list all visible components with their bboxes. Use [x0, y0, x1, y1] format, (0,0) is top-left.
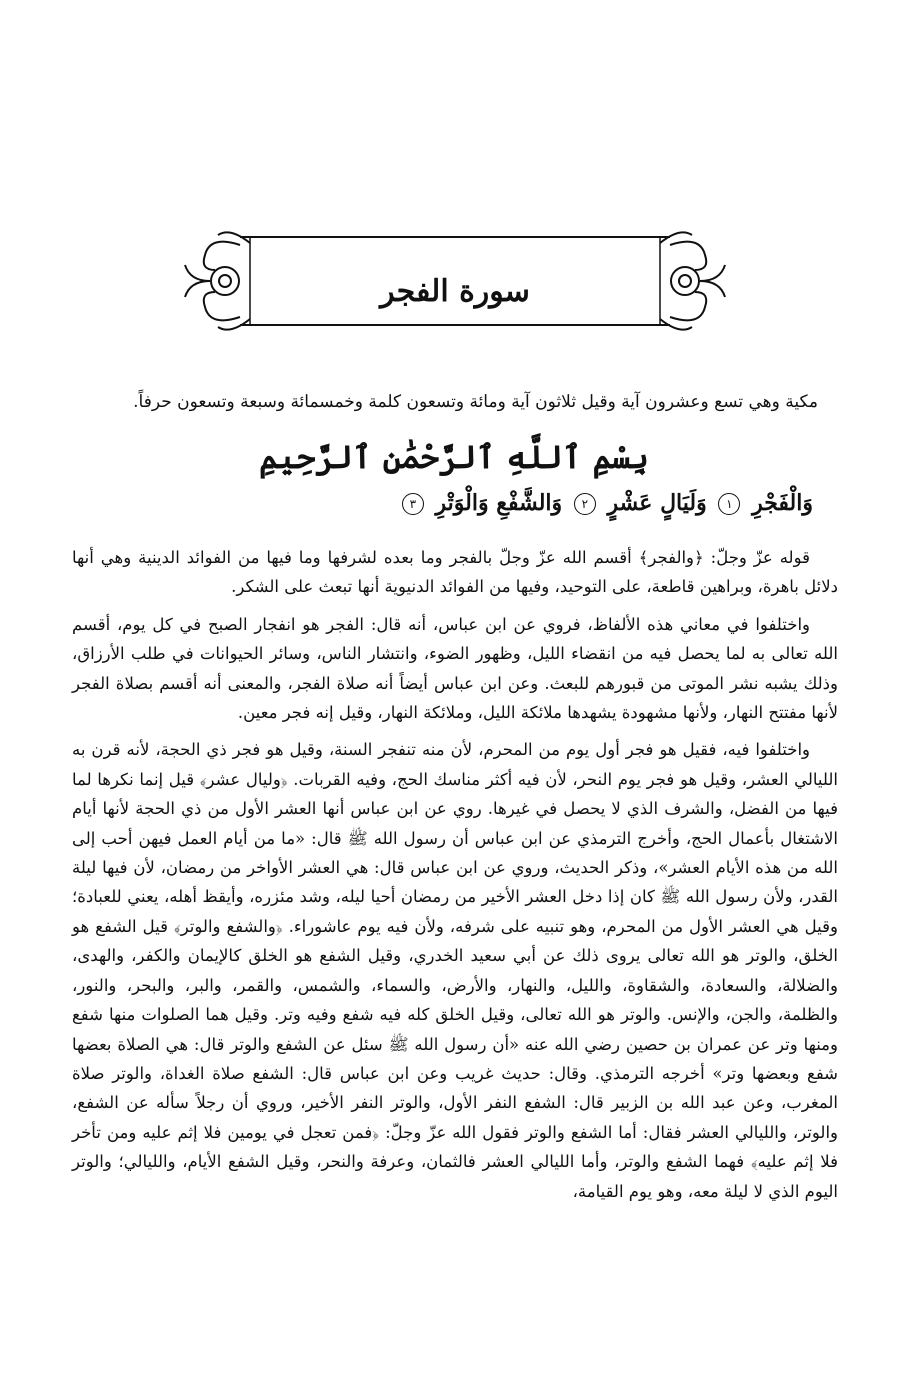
verse-1: وَالْفَجْرِ	[752, 490, 813, 516]
paragraph-2: واختلفوا في معاني هذه الألفاظ، فروي عن ابن عباس، أنه قال: الفجر هو انفجار الصبح في كل يوم، أقسم الله تعالى به لما يحصل فيه من انقضاء الليل، وظهور الضوء، وانتشار الناس، وسائر الحيوانات في طلب الأرزاق، وذلك يشبه نشر الموتى من قبورهم للبعث. وعن ابن عباس أيضاً أنه صلاة الفجر، والمعنى أنه أقسم بصلاة الفجر لأنها مفتتح النهار، ولأنها مشهودة يشهدها ملائكة الليل، وملائكة النهار، وقيل إنه فجر معين.	[72, 614, 838, 723]
quran-verses	[253, 490, 813, 516]
verse-3: وَالشَّفْعِ وَالْوَتْرِ	[435, 490, 563, 516]
verse-2: وَلَيَالٍ عَشْرٍ	[607, 490, 707, 516]
verse-number-3: ٣	[402, 493, 424, 515]
surah-title-cartouche	[180, 225, 730, 335]
basmala: بِسْمِ ٱللَّهِ ٱلرَّحْمَٰنِ ٱلرَّحِيمِ	[259, 438, 649, 476]
paragraph-1: قوله عزّ وجلّ: ﴿والفجر﴾ أقسم الله عزّ وجلّ بالفجر وما بعده لشرفها وما فيها من الفوائد الدينية وهي أنها دلائل باهرة، وبراهين قاطعة، على التوحيد، وفيها من الفوائد الدنيوية أنها تبعث على الشكر.	[72, 548, 838, 597]
surah-intro: مكية وهي تسع وعشرون آية وقيل ثلاثون آية ومائة وتسعون كلمة وخمسمائة وسبعة وتسعون حرفاً.	[133, 392, 818, 412]
surah-title: سورة الفجر	[380, 273, 530, 309]
verse-number-1: ١	[718, 493, 740, 515]
paragraph-3: واختلفوا فيه، فقيل هو فجر أول يوم من المحرم، لأن منه تنفجر السنة، وقيل هو فجر ذي الحجة، لأنه قرن به الليالي العشر، وقيل هو فجر يوم النحر، لأن فيه أكثر مناسك الحج، وفيه القربات. ﴿وليال عشر﴾ قيل إنما نكرها لما فيها من الفضل، والشرف الذي لا يحصل في غيرها. روي عن ابن عباس أنها العشر الأول من ذي الحجة لأنها أيام الاشتغال بأعمال الحج، وأخرج الترمذي عن ابن عباس أن رسول الله ﷺ قال: «ما من أيام العمل فيهن أحب إلى الله من هذه الأيام العشر»، وذكر الحديث، وروي عن ابن عباس قال: هي العشر الأواخر من رمضان، لأن فيها ليلة القدر، ولأن رسول الله ﷺ كان إذا دخل العشر الأخير من رمضان أحيا ليله، وشد مئزره، وأيقظ أهله، يعني للعبادة؛ وقيل هي العشر الأول من المحرم، وهو تنبيه على شرفه، ولأن فيه يوم عاشوراء. ﴿والشفع والوتر﴾ قيل الشفع هو الخلق، والوتر هو الله تعالى يروى ذلك عن أبي سعيد الخدري، وقيل الشفع هو الخلق كالإيمان والكفر، والهدى، والضلالة، والسعادة، والشقاوة، والليل، والنهار، والأرض، والسماء، والشمس، والقمر، والبر، والبحر، والنور، والظلمة، والجن، والإنس. والوتر هو الله تعالى، وقيل الخلق كله فيه شفع وفيه وتر. وقيل هما الصلوات منها شفع ومنها وتر عن عمران بن حصين رضي الله عنه «أن رسول الله ﷺ سئل عن الشفع والوتر قال: هي الصلاة بعضها شفع وبعضها وتر» أخرجه الترمذي. وقال: حديث غريب وعن ابن عباس قال: الشفع صلاة الغداة، والوتر صلاة المغرب، وعن عبد الله بن الزبير قال: الشفع النفر الأول، والوتر النفر الأخير، وروي أن رجلاً سأله عن الشفع، والوتر، والليالي العشر فقال: أما الشفع والوتر فقول الله عزّ وجلّ: ﴿فمن تعجل في يومين فلا إثم عليه ومن تأخر فلا إثم عليه﴾ فهما الشفع والوتر، وأما الليالي العشر فالثمان، وعرفة والنحر، وقيل الشفع الأيام، والليالي؛ والوتر اليوم الذي لا ليلة معه، وهو يوم القيامة،	[72, 740, 838, 1201]
commentary-body	[72, 543, 838, 1214]
verse-number-2: ٢	[574, 493, 596, 515]
